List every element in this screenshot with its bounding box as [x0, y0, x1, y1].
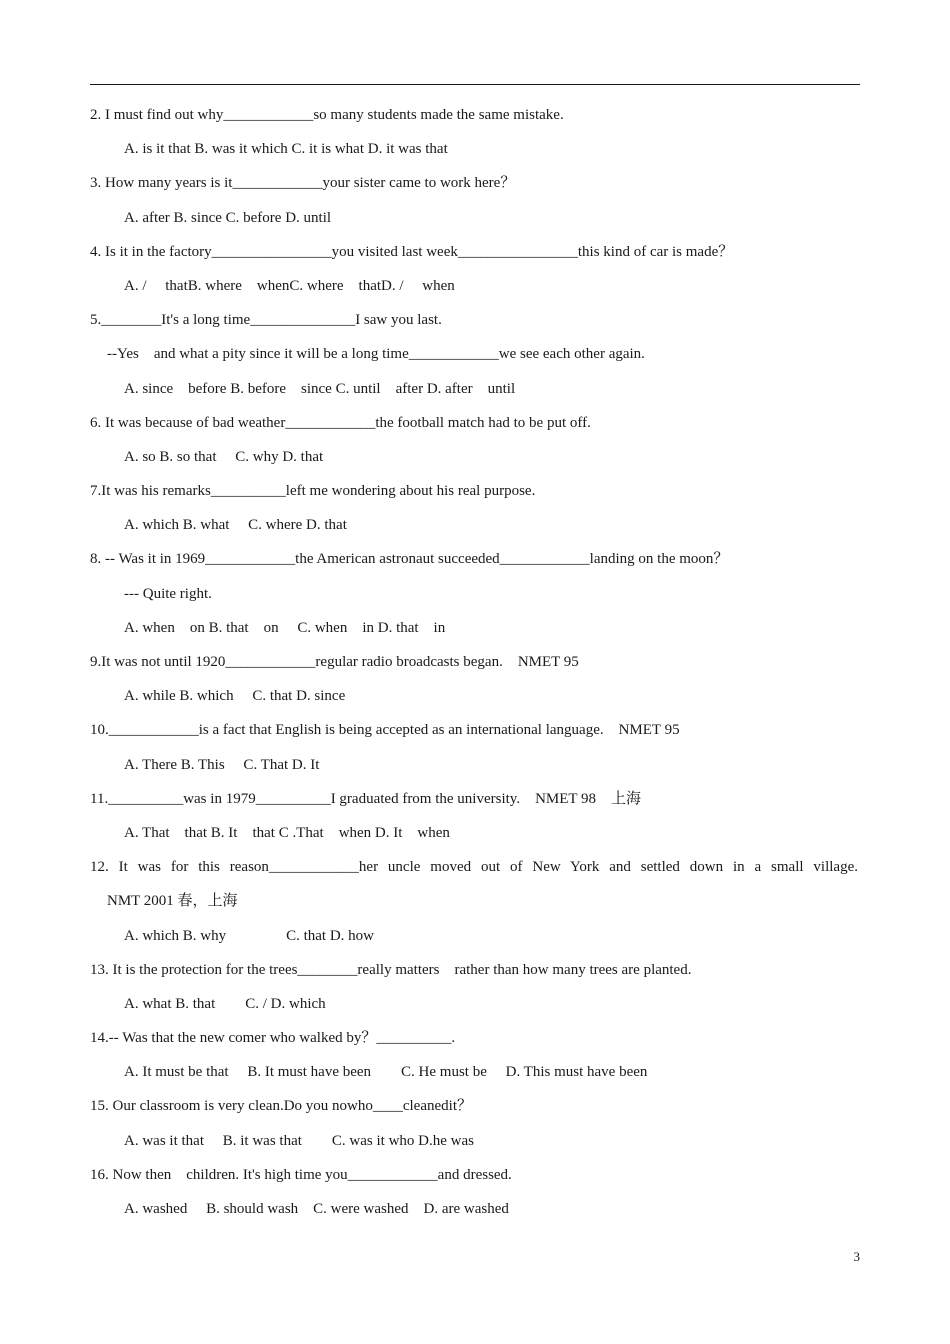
answer-options: A. when on B. that on C. when in D. that in: [124, 619, 446, 636]
question-text: 3. How many years is it____________your sister came to work here？: [90, 175, 516, 192]
question-text: 5.________It's a long time______________I saw you last.: [90, 312, 442, 329]
answer-options: --- Quite right.: [124, 585, 212, 602]
question-text: 9.It was not until 1920____________regular radio broadcasts began. NMET 95: [90, 654, 579, 670]
answer-options: A. There B. This C. That D. It: [124, 756, 320, 773]
header-rule: [90, 84, 860, 85]
question-text: 7.It was his remarks__________left me wondering about his real purpose.: [90, 483, 536, 500]
answer-options: A. That that B. It that C .That when D. It when: [124, 824, 450, 841]
question-text: 4. Is it in the factory________________you visited last week________________this kind of car is made？: [90, 243, 734, 260]
question-text: 11.__________was in 1979__________I graduated from the university. NMET 98 上海: [90, 790, 642, 807]
answer-options: A. which B. why C. that D. how: [124, 927, 374, 944]
answer-options: A. since before B. before since C. until after D. after until: [124, 380, 516, 397]
question-continuation: --Yes and what a pity since it will be a long time____________we see each other again.: [107, 346, 645, 363]
answer-options: A. / thatB. where whenC. where thatD. / when: [124, 277, 455, 294]
question-text: 2. I must find out why____________so many students made the same mistake.: [90, 107, 564, 123]
answer-options: A. what B. that C. / D. which: [124, 995, 326, 1012]
answer-options: A. so B. so that C. why D. that: [124, 448, 324, 465]
exercise-list: [90, 98, 862, 1226]
question-text: 12. It was for this reason____________her uncle moved out of New York and settled down in a small village.: [90, 859, 858, 876]
answer-options: A. which B. what C. where D. that: [124, 517, 347, 534]
answer-options: A. washed B. should wash C. were washed D. are washed: [124, 1201, 509, 1217]
answer-options: A. It must be that B. It must have been C. He must be D. This must have been: [124, 1064, 648, 1081]
answer-options: A. after B. since C. before D. until: [124, 209, 332, 226]
question-text: 15. Our classroom is very clean.Do you nowho____cleanedit？: [90, 1098, 472, 1115]
page-number: 3: [853, 1249, 860, 1264]
answer-options: A. is it that B. was it which C. it is what D. it was that: [124, 141, 448, 158]
question-text: 6. It was because of bad weather____________the football match had to be put off.: [90, 414, 591, 431]
answer-options: A. while B. which C. that D. since: [124, 688, 346, 705]
question-text: 16. Now then children. It's high time you____________and dressed.: [90, 1166, 512, 1183]
question-text: 14.-- Was that the new comer who walked by？__________.: [90, 1030, 456, 1047]
question-text: 10.____________is a fact that English is being accepted as an international language. NMET 95: [90, 722, 680, 739]
answer-options: A. was it that B. it was that C. was it who D.he was: [124, 1132, 474, 1149]
question-text: 8. -- Was it in 1969____________the American astronaut succeeded____________landing on the moon？: [90, 551, 729, 568]
question-continuation: NMT 2001 春，上海: [107, 893, 238, 910]
question-text: 13. It is the protection for the trees________really matters rather than how many trees are planted.: [90, 961, 692, 978]
